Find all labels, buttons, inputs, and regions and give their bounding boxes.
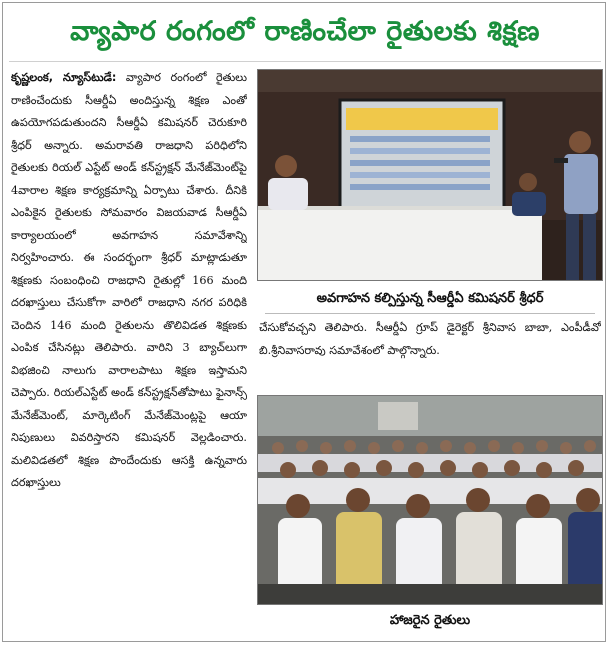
article-column-right: [259, 317, 601, 391]
headline-divider: [9, 61, 601, 62]
headline: వ్యాపార రంగంలో రాణించేలా రైతులకు శిక్షణ: [70, 16, 540, 47]
newspaper-clipping: [2, 2, 606, 642]
caption-divider: [265, 313, 595, 314]
photo-farmers-graphic: [258, 396, 603, 605]
caption-farmers: హాజరైన రైతులు: [389, 613, 471, 628]
article-body-left: [11, 67, 247, 495]
dateline: కృష్ణలంక, న్యూస్‌టుడే:: [11, 71, 117, 84]
photo-commissioner-presentation: [257, 69, 603, 281]
article-text-left: వ్యాపార రంగంలో రైతులు రాణించేందుకు సీఆర్డీఏ అందిస్తున్న శిక్షణ ఎంతో ఉపయోగపడుతుందని సీఆర్డీఏ కమిషనర్ చెరుకూరి శ్రీధర్ అన్నారు. అమరావతి రాజధాని పరిధిలోని రైతులకు రియల్ ఎస్టేట్ అండ్ కన్‌స్ట్రక్షన్ మేనేజ్‌మెంట్‌పై 4వారాల శిక్షణ కార్యక్రమాన్ని ఏర్పాటు చేశారు. దీనికి ఎంపికైన రైతులకు సోమవారం విజయవాడ సీఆర్డీఏ కార్యాలయంలో అవగాహన సమావేశాన్ని నిర్వహించారు. ఈ సందర్భంగా శ్రీధర్ మాట్లాడుతూ శిక్షణకు సంబంధించి రాజధాని రైతుల్లో 166 మంది దరఖాస్తులు చేసుకోగా వారిలో రాజధాని నగర పరిధికి చెందిన 146 మంది రైతులను తొలివిడత శిక్షణకు ఎంపిక చేసినట్లు తెలిపారు. వారిని 3 బ్యాచ్‌లుగా విభజించి నాలుగు వారాలపాటు శిక్షణ ఇస్తామని చెప్పారు. రియల్‌ఎస్టేట్ అండ్ కన్‌స్ట్రక్షన్‌తోపాటు ఫైనాన్స్ మేనేజ్‌మెంట్, మార్కెటింగ్ మేనేజ్‌మెంట్లపై ఆయా నిపుణులు వివరిస్తారని కమిషనర్ వెల్లడించారు. మలివిడతలో శిక్షణ పొందేందుకు ఆసక్తి ఉన్నవారు దరఖాస్తులు: [11, 71, 247, 489]
article-column-left: [11, 67, 247, 637]
photo-commissioner-graphic: [258, 70, 603, 281]
caption-commissioner: అవగాహన కల్పిస్తున్న సీఆర్డీఏ కమిషనర్ శ్రీధర్: [316, 291, 544, 306]
photo-attending-farmers: [257, 395, 603, 605]
article-body-right: చేసుకోవచ్చని తెలిపారు. సీఆర్డీఏ గ్రూప్ డైరెక్టర్ శ్రీనివాస బాబా, ఎంపీడీవో బి.శ్రీనివాసరావు సమావేశంలో పాల్గొన్నారు.: [259, 321, 601, 357]
